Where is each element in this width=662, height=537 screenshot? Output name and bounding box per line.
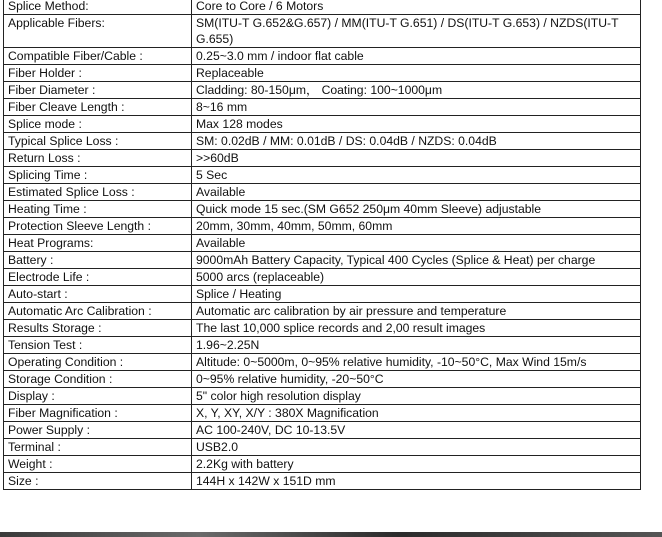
spec-row — [4, 405, 641, 422]
spec-value: 0.25~3.0 mm / indoor flat cable — [192, 48, 641, 65]
spec-label: Fiber Diameter : — [4, 82, 192, 99]
spec-value: AC 100-240V, DC 10-13.5V — [192, 422, 641, 439]
spec-label: Automatic Arc Calibration : — [4, 303, 192, 320]
spec-value: Max 128 modes — [192, 116, 641, 133]
spec-label: Typical Splice Loss : — [4, 133, 192, 150]
spec-value: Splice / Heating — [192, 286, 641, 303]
spec-label: Terminal : — [4, 439, 192, 456]
spec-row — [4, 218, 641, 235]
spec-row — [4, 388, 641, 405]
spec-value: USB2.0 — [192, 439, 641, 456]
spec-value: Cladding: 80-150μm， Coating: 100~1000μm — [192, 82, 641, 99]
spec-table-body — [4, 0, 641, 490]
spec-row — [4, 320, 641, 337]
spec-label: Return Loss : — [4, 150, 192, 167]
spec-value: 2.2Kg with battery — [192, 456, 641, 473]
spec-label: Fiber Holder : — [4, 65, 192, 82]
spec-value: Altitude: 0~5000m, 0~95% relative humidity, -10~50°C, Max Wind 15m/s — [192, 354, 641, 371]
spec-value: Available — [192, 235, 641, 252]
spec-value: Replaceable — [192, 65, 641, 82]
spec-row — [4, 456, 641, 473]
spec-row — [4, 235, 641, 252]
spec-value: 1.96~2.25N — [192, 337, 641, 354]
spec-label: Heating Time : — [4, 201, 192, 218]
spec-row — [4, 167, 641, 184]
spec-label: Splicing Time : — [4, 167, 192, 184]
spec-label: Splice Method: — [4, 0, 192, 15]
spec-label: Applicable Fibers: — [4, 15, 192, 48]
spec-value: X, Y, XY, X/Y : 380X Magnification — [192, 405, 641, 422]
spec-label: Splice mode : — [4, 116, 192, 133]
spec-table — [3, 0, 641, 490]
spec-value: 5000 arcs (replaceable) — [192, 269, 641, 286]
spec-value: 5 Sec — [192, 167, 641, 184]
spec-value: SM: 0.02dB / MM: 0.01dB / DS: 0.04dB / NZDS: 0.04dB — [192, 133, 641, 150]
spec-row — [4, 439, 641, 456]
spec-value: 8~16 mm — [192, 99, 641, 116]
spec-label: Size : — [4, 473, 192, 490]
spec-row — [4, 48, 641, 65]
spec-value: >>60dB — [192, 150, 641, 167]
spec-value: 9000mAh Battery Capacity, Typical 400 Cycles (Splice & Heat) per charge — [192, 252, 641, 269]
spec-value: 5" color high resolution display — [192, 388, 641, 405]
spec-value: The last 10,000 splice records and 2,00 result images — [192, 320, 641, 337]
spec-value: SM(ITU-T G.652&G.657) / MM(ITU-T G.651) / DS(ITU-T G.653) / NZDS(ITU-T G.655) — [192, 15, 641, 48]
spec-label: Operating Condition : — [4, 354, 192, 371]
spec-value: Automatic arc calibration by air pressure and temperature — [192, 303, 641, 320]
spec-label: Fiber Cleave Length : — [4, 99, 192, 116]
spec-label: Protection Sleeve Length : — [4, 218, 192, 235]
spec-row — [4, 65, 641, 82]
spec-label: Display : — [4, 388, 192, 405]
spec-row — [4, 0, 641, 15]
spec-row — [4, 422, 641, 439]
spec-value: Available — [192, 184, 641, 201]
spec-row — [4, 354, 641, 371]
spec-value: Quick mode 15 sec.(SM G652 250μm 40mm Sleeve) adjustable — [192, 201, 641, 218]
spec-value: 0~95% relative humidity, -20~50°C — [192, 371, 641, 388]
spec-value: Core to Core / 6 Motors — [192, 0, 641, 15]
spec-row — [4, 252, 641, 269]
spec-label: Weight : — [4, 456, 192, 473]
spec-label: Storage Condition : — [4, 371, 192, 388]
bottom-image-strip — [0, 532, 662, 537]
spec-row — [4, 473, 641, 490]
spec-row — [4, 337, 641, 354]
spec-row — [4, 286, 641, 303]
spec-value: 20mm, 30mm, 40mm, 50mm, 60mm — [192, 218, 641, 235]
spec-row — [4, 116, 641, 133]
spec-row — [4, 371, 641, 388]
spec-row — [4, 201, 641, 218]
spec-label: Battery : — [4, 252, 192, 269]
spec-label: Power Supply : — [4, 422, 192, 439]
spec-label: Electrode Life : — [4, 269, 192, 286]
spec-label: Compatible Fiber/Cable : — [4, 48, 192, 65]
spec-label: Fiber Magnification : — [4, 405, 192, 422]
spec-row — [4, 269, 641, 286]
spec-label: Tension Test : — [4, 337, 192, 354]
spec-label: Auto-start : — [4, 286, 192, 303]
spec-row — [4, 15, 641, 48]
spec-row — [4, 303, 641, 320]
spec-row — [4, 150, 641, 167]
spec-row — [4, 184, 641, 201]
spec-row — [4, 82, 641, 99]
spec-row — [4, 133, 641, 150]
spec-label: Heat Programs: — [4, 235, 192, 252]
spec-label: Results Storage : — [4, 320, 192, 337]
spec-value: 144H x 142W x 151D mm — [192, 473, 641, 490]
spec-row — [4, 99, 641, 116]
spec-label: Estimated Splice Loss : — [4, 184, 192, 201]
